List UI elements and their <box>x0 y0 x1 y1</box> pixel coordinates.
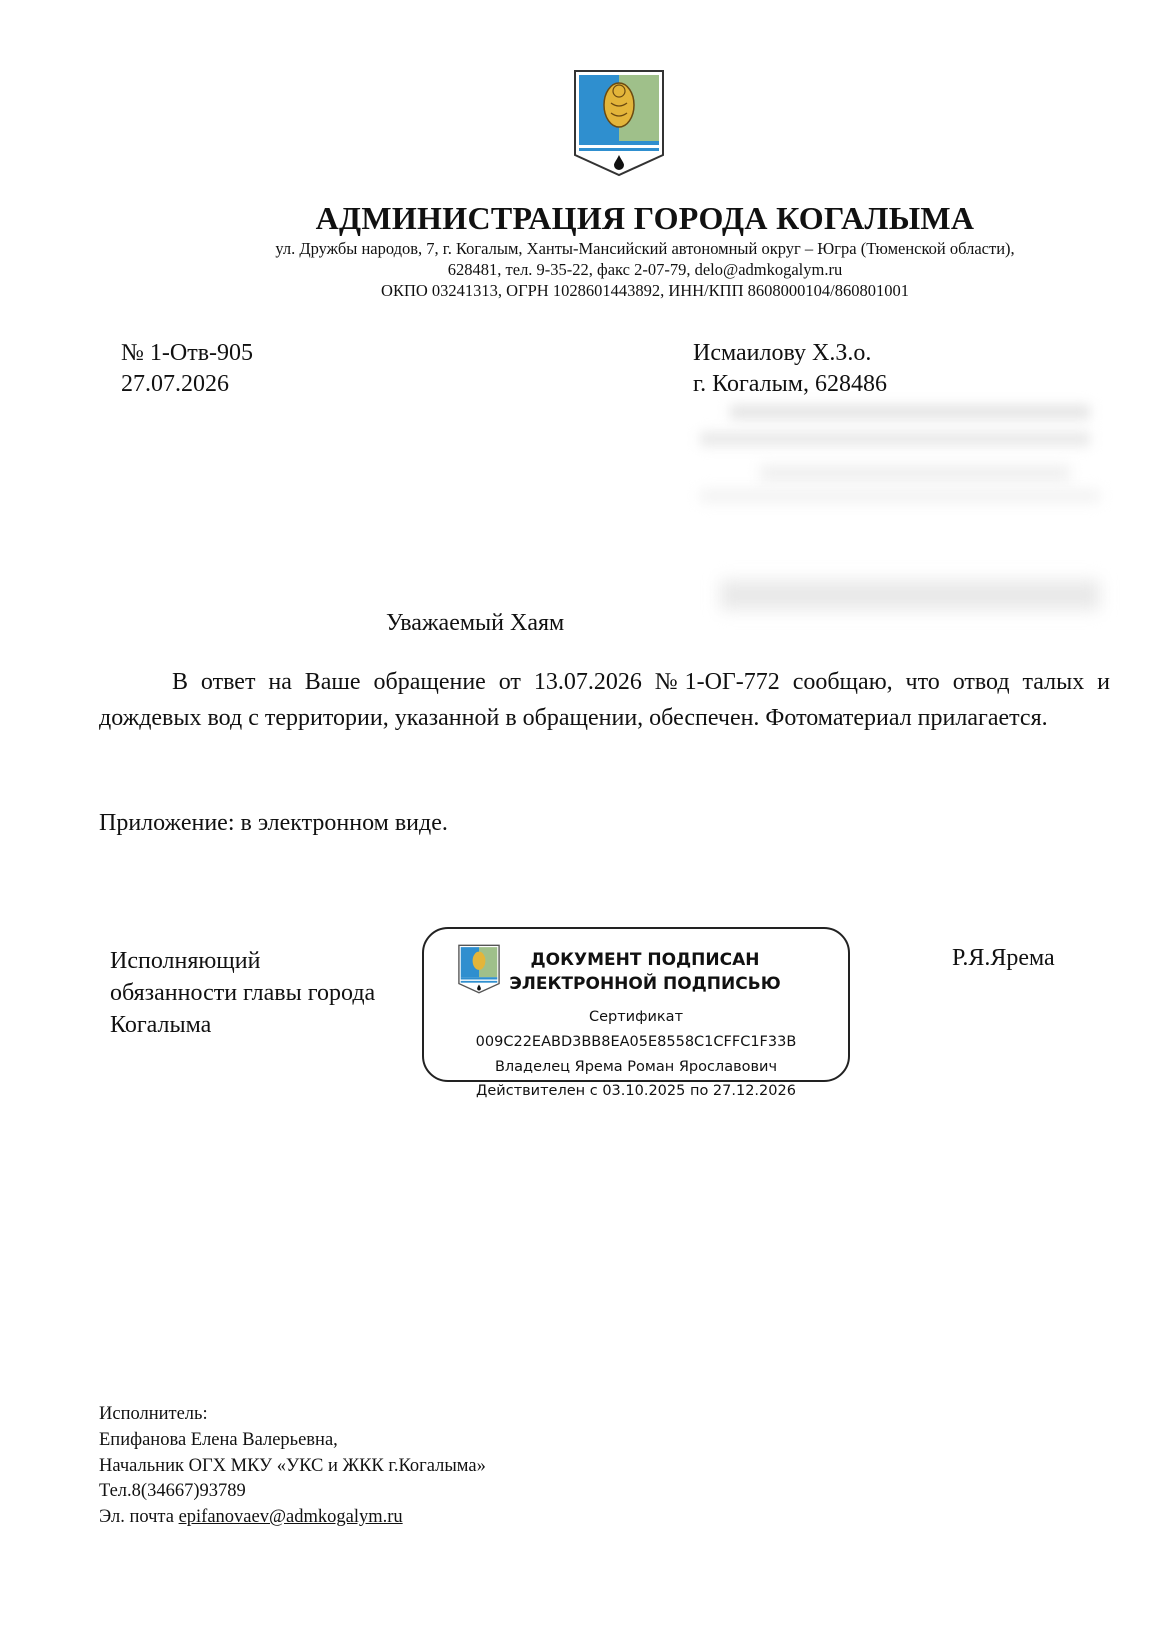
signer-position-line: Исполняющий <box>110 948 261 974</box>
stamp-emblem-icon <box>458 944 500 994</box>
stamp-title: ДОКУМЕНТ ПОДПИСАН <box>530 950 760 970</box>
signer-name: Р.Я.Ярема <box>952 945 1055 971</box>
city-emblem-icon <box>573 69 665 177</box>
redacted-area <box>700 400 1120 630</box>
stamp-owner: Владелец Ярема Роман Ярославович <box>494 1059 778 1075</box>
registry-line: ОКПО 03241313, ОГРН 1028601443892, ИНН/КПП 8608000104/860801001 <box>381 281 909 300</box>
executor-email-line <box>99 1507 403 1528</box>
executor-email-link[interactable]: epifanovaev@admkogalym.ru <box>178 1507 403 1527</box>
signer-position <box>110 945 375 1041</box>
stamp-certificate-label: Сертификат <box>588 1009 684 1025</box>
executor-phone: Тел.8(34667)93789 <box>99 1481 246 1501</box>
signer-position-line: обязанности главы города <box>110 980 376 1006</box>
stamp-title: ЭЛЕКТРОННОЙ ПОДПИСЬЮ <box>509 974 781 994</box>
document-date: 27.07.2026 <box>121 371 229 397</box>
signer-position-line: Когалыма <box>110 1012 212 1038</box>
stamp-validity: Действителен с 03.10.2025 по 27.12.2026 <box>476 1083 796 1099</box>
address-line: ул. Дружбы народов, 7, г. Когалым, Ханты-Мансийский автономный округ – Югра (Тюменской области), <box>275 239 1015 258</box>
letter-body: В ответ на Ваше обращение от 13.07.2026 №1-ОГ-772 сообщаю, что отвод талых и дождевых вод с территории, указанной в обращении, обеспечен. Фотоматериал прилагается. <box>99 669 1110 731</box>
organization-title: АДМИНИСТРАЦИЯ ГОРОДА КОГАЛЫМА <box>315 200 975 236</box>
executor-name: Епифанова Елена Валерьевна, <box>99 1430 338 1450</box>
executor-email-label: Эл. почта <box>99 1507 179 1527</box>
appendix-note: Приложение: в электронном виде. <box>99 810 448 836</box>
recipient-name: Исмаилову Х.З.о. <box>693 340 872 366</box>
stamp-certificate-number: 009C22EABD3BB8EA05E8558C1CFFC1F33B <box>475 1034 797 1050</box>
executor-label: Исполнитель: <box>99 1404 208 1424</box>
executor-position: Начальник ОГХ МКУ «УКС и ЖКК г.Когалыма» <box>99 1456 486 1476</box>
contact-line: 628481, тел. 9-35-22, факс 2-07-79, delo@admkogalym.ru <box>447 260 843 279</box>
document-number: № 1-Отв-905 <box>121 340 254 366</box>
greeting: Уважаемый Хаям <box>386 610 565 636</box>
recipient-city: г. Когалым, 628486 <box>693 371 887 397</box>
